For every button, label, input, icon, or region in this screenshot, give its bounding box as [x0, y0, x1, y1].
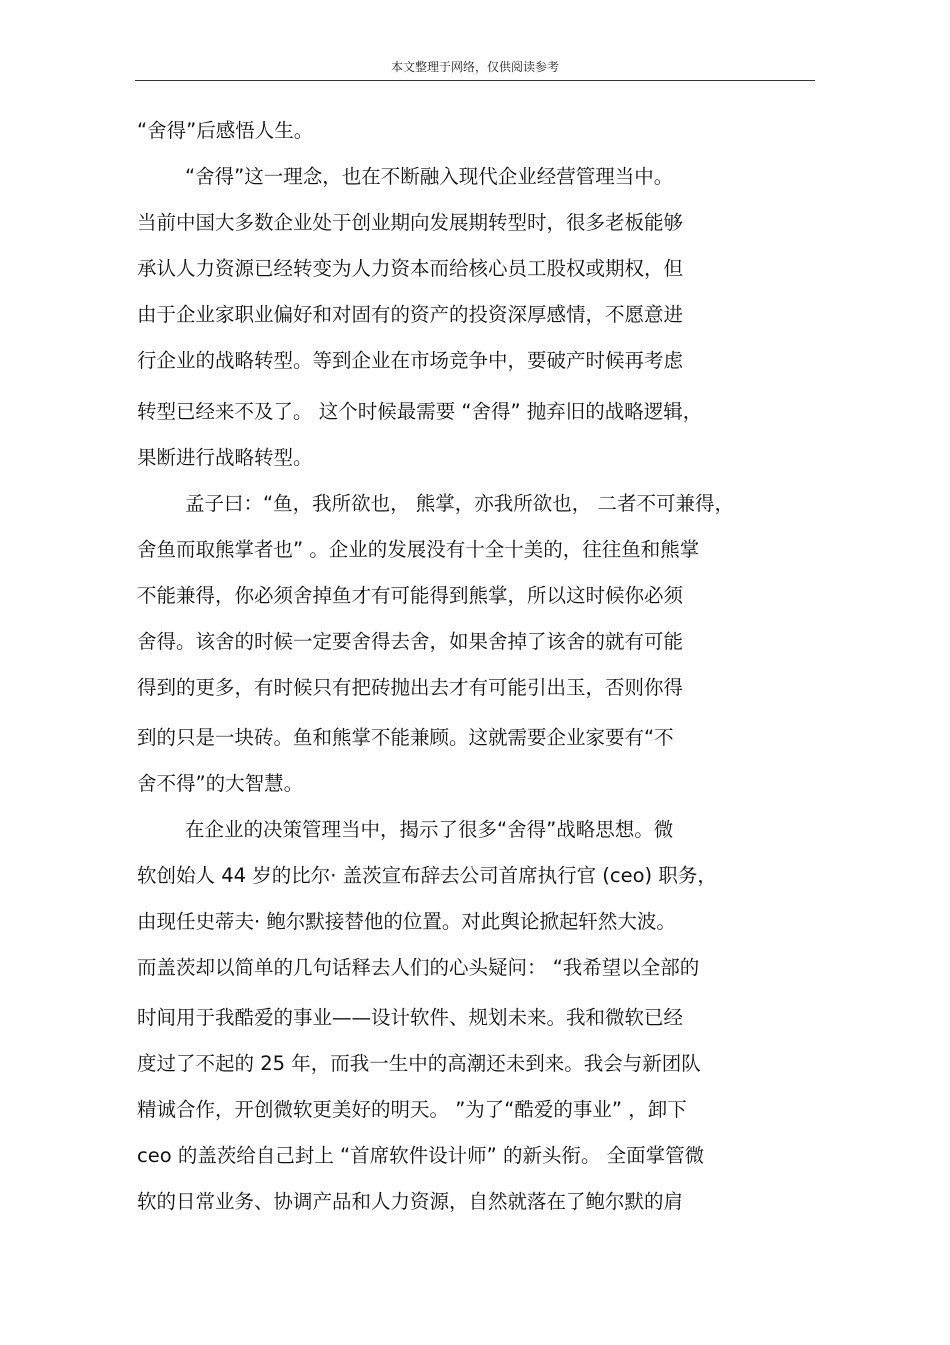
- page-header: [135, 58, 815, 81]
- text-line: 行企业的战略转型。等到企业在市场竞争中，要破产时候再考虑: [137, 349, 684, 372]
- text-line: 由现任史蒂夫· 鲍尔默接替他的位置。对此舆论掀起轩然大波。: [137, 910, 676, 933]
- text-line: 当前中国大多数企业处于创业期向发展期转型时，很多老板能够: [137, 211, 684, 234]
- text-line: 度过了不起的 25 年，而我一生中的高潮还未到来。我会与新团队: [137, 1052, 701, 1075]
- text-line: 舍鱼而取熊掌者也” 。企业的发展没有十全十美的，往往鱼和熊掌: [137, 538, 700, 561]
- text-line: “舍得”这一理念，也在不断融入现代企业经营管理当中。: [185, 165, 674, 188]
- text-line: 不能兼得，你必须舍掉鱼才有可能得到熊掌，所以这时候你必须: [137, 584, 684, 607]
- text-line: 时间用于我酷爱的事业——设计软件、规划未来。我和微软已经: [137, 1006, 684, 1029]
- text-line: 承认人力资源已经转变为人力资本而给核心员工股权或期权，但: [137, 257, 684, 280]
- text-line: 软创始人 44 岁的比尔· 盖茨宣布辞去公司首席执行官 (ceo) 职务，: [137, 864, 717, 887]
- text-line: 舍不得”的大智慧。: [137, 772, 304, 795]
- text-line: 软的日常业务、协调产品和人力资源，自然就落在了鲍尔默的肩: [137, 1190, 684, 1213]
- text-line: ceo 的盖茨给自己封上 “首席软件设计师” 的新头衔。 全面掌管微: [137, 1144, 705, 1167]
- text-line: 舍得。该舍的时候一定要舍得去舍，如果舍掉了该舍的就有可能: [137, 630, 684, 653]
- header-text: 本文整理于网络，仅供阅读参考: [390, 60, 559, 74]
- text-line: 由于企业家职业偏好和对固有的资产的投资深厚感情，不愿意进: [137, 303, 684, 326]
- text-line: 到的只是一块砖。鱼和熊掌不能兼顾。这就需要企业家要有“不: [137, 726, 674, 749]
- text-line: “舍得”后感悟人生。: [137, 119, 314, 142]
- text-line: 精诚合作，开创微软更美好的明天。 ”为了“酷爱的事业” ，卸下: [137, 1098, 687, 1121]
- text-line: 果断进行战略转型。: [137, 446, 313, 469]
- text-line: 在企业的决策管理当中，揭示了很多“舍得”战略思想。微: [185, 818, 674, 841]
- text-line: 而盖茨却以简单的几句话释去人们的心头疑问： “我希望以全部的: [137, 956, 700, 979]
- text-line: 孟子曰：“鱼，我所欲也， 熊掌，亦我所欲也， 二者不可兼得，: [185, 492, 734, 515]
- text-line: 得到的更多，有时候只有把砖抛出去才有可能引出玉，否则你得: [137, 676, 684, 699]
- text-line: 转型已经来不及了。 这个时候最需要 “舍得” 抛弃旧的战略逻辑，: [137, 400, 703, 423]
